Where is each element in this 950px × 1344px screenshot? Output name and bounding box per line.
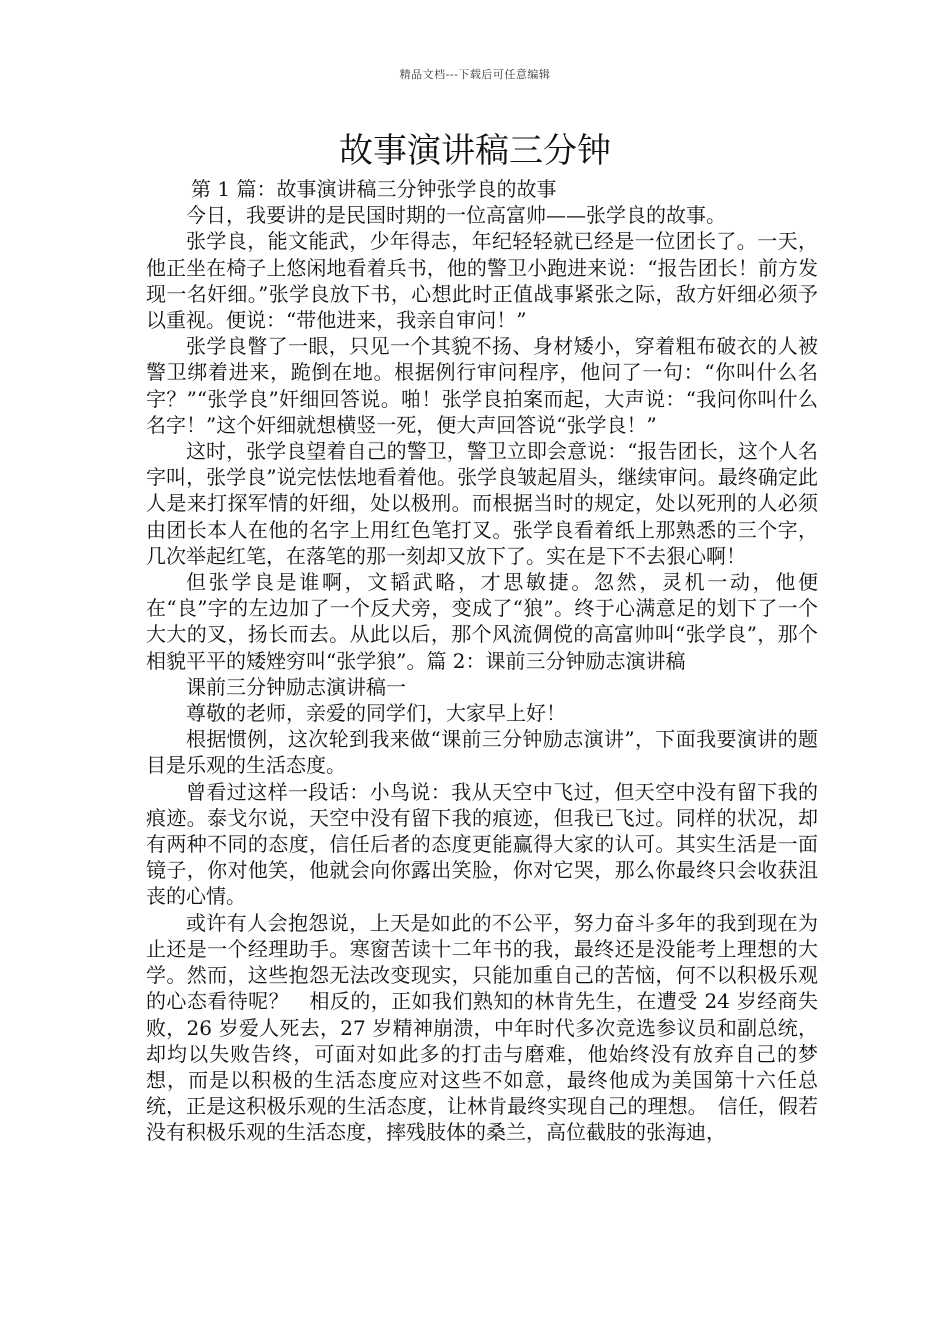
page-title: 故事演讲稿三分钟 (339, 131, 611, 171)
paragraph: 今日，我要讲的是民国时期的一位高富帅——张学良的故事。 (186, 203, 726, 228)
paragraph: 曾看过这样一段话：小鸟说：我从天空中飞过，但天空中没有留下我的痕迹。泰戈尔说，天空中没有留下我的痕迹，但我已飞过。同样的状况，却有两种不同的态度，信任后者的态度更能赢得大家的认可。其实生活是一面镜子，你对他笑，他就会向你露出笑脸，你对它哭，那么你最终只会收获沮丧的心情。 (146, 779, 818, 909)
paragraph: 尊敬的老师，亲爱的同学们，大家早上好！ (186, 701, 566, 726)
paragraph: 但张学良是谁啊，文韬武略，才思敏捷。忽然，灵机一动，他便在“良”字的左边加了一个反犬旁，变成了“狼”。终于心满意足的划下了一个大大的叉，扬长而去。从此以后，那个风流倜傥的高富帅叫“张学良”，那个相貌平平的矮矬穷叫“张学狼”。篇 2：课前三分钟励志演讲稿 (146, 570, 818, 673)
header-note: 精品文档---下载后可任意编辑 (399, 68, 551, 81)
paragraph: 课前三分钟励志演讲稿一 (186, 674, 406, 699)
paragraph: 根据惯例，这次轮到我来做“课前三分钟励志演讲”，下面我要演讲的题目是乐观的生活态度。 (146, 727, 818, 778)
document-body (146, 176, 818, 1146)
section-heading: 第 1 篇：故事演讲稿三分钟张学良的故事 (191, 177, 557, 201)
paragraph: 或许有人会抱怨说，上天是如此的不公平，努力奋斗多年的我到现在为止还是一个经理助手。寒窗苦读十二年书的我，最终还是没能考上理想的大学。然而，这些抱怨无法改变现实，只能加重自己的苦恼，何不以积极乐观的心态看待呢？ 相反的，正如我们熟知的林肯先生，在遭受 24 岁经商失败，26 岁爱人死去，27 岁精神崩溃，中年时代多次竞选参议员和副总统，却均以失败告终，可面对如此多的打击与磨难，他始终没有放弃自己的梦想，而是以积极的生活态度应对这些不如意，最终他成为美国第十六任总统，正是这积极乐观的生活态度，让林肯最终实现自己的理想。 信任，假若没有积极乐观的生活态度，摔残肢体的桑兰，高位截肢的张海迪， (146, 910, 818, 1145)
paragraph: 这时，张学良望着自己的警卫，警卫立即会意说：“报告团长，这个人名字叫，张学良”说完怯怯地看着他。张学良皱起眉头，继续审问。最终确定此人是来打探军情的奸细，处以极刑。而根据当时的规定，处以死刑的人必须由团长本人在他的名字上用红色笔打叉。张学良看着纸上那熟悉的三个字，几次举起红笔，在落笔的那一刻却又放下了。实在是下不去狠心啊！ (146, 439, 818, 568)
paragraph: 张学良瞥了一眼，只见一个其貌不扬、身材矮小，穿着粗布破衣的人被警卫绑着进来，跪倒在地。根据例行审问程序，他问了一句：“你叫什么名字？”“张学良”奸细回答说。啪！张学良拍案而起，大声说：“我问你叫什么名字！”这个奸细就想横竖一死，便大声回答说“张学良！” (146, 334, 818, 437)
paragraph: 张学良，能文能武，少年得志，年纪轻轻就已经是一位团长了。一天，他正坐在椅子上悠闲地看着兵书，他的警卫小跑进来说：“报告团长！前方发现一名奸细。”张学良放下书，心想此时正值战事紧张之际，敌方奸细必须予以重视。便说：“带他进来，我亲自审问！” (146, 229, 818, 333)
